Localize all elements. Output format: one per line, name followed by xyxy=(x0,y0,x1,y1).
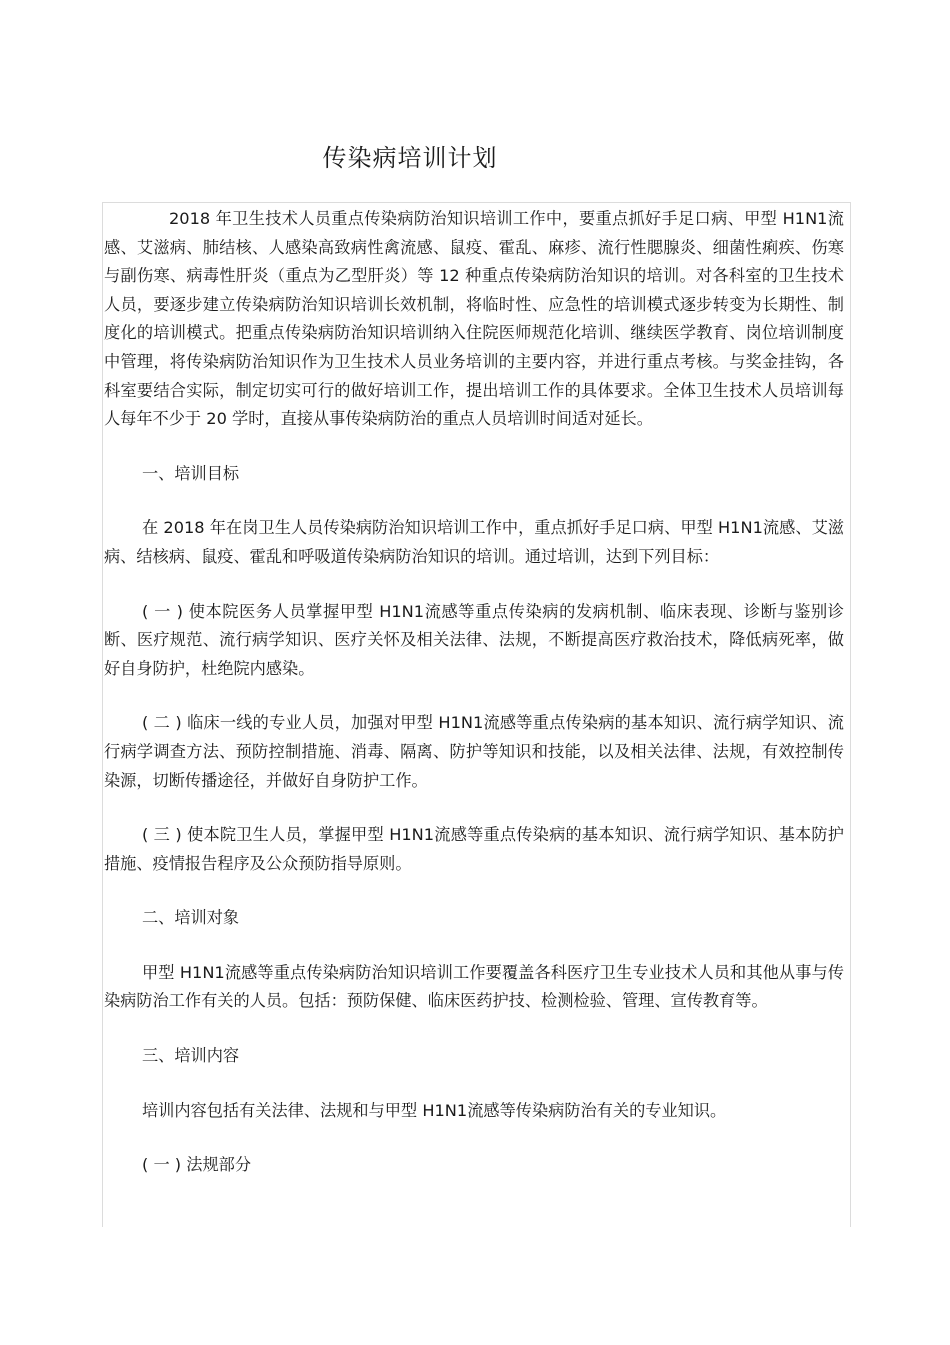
goal-item-2: ( 二 ) 临床一线的专业人员，加强对甲型 H1N1流感等重点传染病的基本知识、流行病学知识、流行病学调查方法、预防控制措施、消毒、隔离、防护等知识和技能，以及相关法律、法规，有效控制传染源，切断传播途径，并做好自身防护工作。 xyxy=(104,713,844,790)
section-heading-goals: 一、培训目标 xyxy=(142,463,240,483)
intro-paragraph: 2018 年卫生技术人员重点传染病防治知识培训工作中，要重点抓好手足口病、甲型 H1N1流感、艾滋病、肺结核、人感染高致病性禽流感、鼠疫、霍乱、麻疹、流行性腮腺炎、细菌性痢疾、伤寒与副伤寒、病毒性肝炎（重点为乙型肝炎）等 12 种重点传染病防治知识的培训。对各科室的卫生技术人员，要逐步建立传染病防治知识培训长效机制，将临时性、应急性的培训模式逐步转变为长期性、制度化的培训模式。把重点传染病防治知识培训纳入住院医师规范化培训、继续医学教育、岗位培训制度中管理，将传染病防治知识作为卫生技术人员业务培训的主要内容，并进行重点考核。与奖金挂钩，各科室要结合实际，制定切实可行的做好培训工作，提出培训工作的具体要求。全体卫生技术人员培训每人每年不少于 20 学时，直接从事传染病防治的重点人员培训时间适对延长。 xyxy=(104,209,844,429)
content-subheading-regulations: ( 一 ) 法规部分 xyxy=(142,1155,252,1175)
goals-lead-paragraph: 在 2018 年在岗卫生人员传染病防治知识培训工作中，重点抓好手足口病、甲型 H1N1流感、艾滋病、结核病、鼠疫、霍乱和呼吸道传染病防治知识的培训。通过培训，达到下列目标： xyxy=(104,518,844,566)
section-heading-audience: 二、培训对象 xyxy=(142,908,240,928)
document-body xyxy=(104,205,844,1180)
content-paragraph: 培训内容包括有关法律、法规和与甲型 H1N1流感等传染病防治有关的专业知识。 xyxy=(142,1100,727,1120)
document-title: 传染病培训计划 xyxy=(322,144,498,172)
section-heading-content: 三、培训内容 xyxy=(142,1046,240,1066)
goal-item-3: ( 三 ) 使本院卫生人员，掌握甲型 H1N1流感等重点传染病的基本知识、流行病学知识、基本防护措施、疫情报告程序及公众预防指导原则。 xyxy=(104,825,844,873)
audience-paragraph: 甲型 H1N1流感等重点传染病防治知识培训工作要覆盖各科医疗卫生专业技术人员和其他从事与传染病防治工作有关的人员。包括：预防保健、临床医药护技、检测检验、管理、宣传教育等。 xyxy=(104,962,844,1011)
goal-item-1: ( 一 ) 使本院医务人员掌握甲型 H1N1流感等重点传染病的发病机制、临床表现、诊断与鉴别诊断、医疗规范、流行病学知识、医疗关怀及相关法律、法规，不断提高医疗救治技术，降低病死率，做好自身防护，杜绝院内感染。 xyxy=(104,601,844,678)
